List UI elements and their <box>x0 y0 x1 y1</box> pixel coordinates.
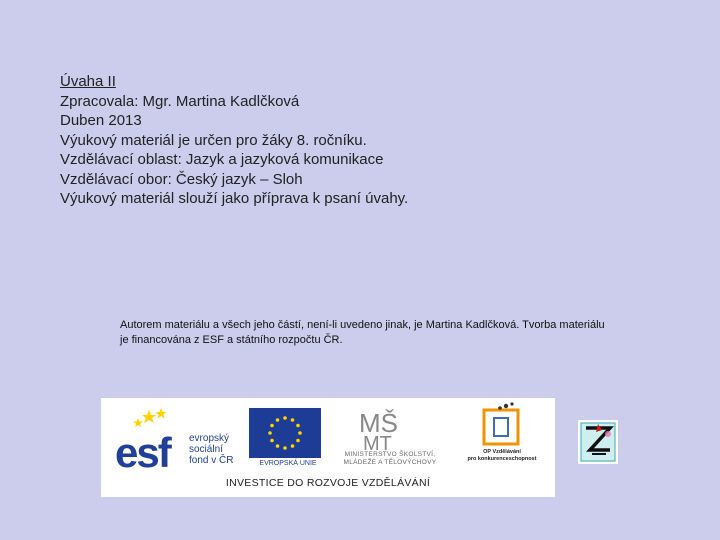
msmt-label-line: MINISTERSTVO ŠKOLSTVÍ, <box>344 451 436 458</box>
eu-star-icon <box>268 431 272 435</box>
purpose-line: Výukový materiál slouží jako příprava k psaní úvahy. <box>60 190 409 207</box>
op-logo <box>484 402 518 444</box>
op-label-line: OP Vzdělávání <box>483 449 521 455</box>
eu-flag-icon <box>249 408 321 458</box>
eu-star-icon <box>276 418 280 422</box>
eu-star-icon <box>283 416 287 420</box>
eu-star-icon <box>291 444 295 448</box>
esf-mark: esf <box>115 429 170 476</box>
msmt-mark-bottom: MT <box>363 433 392 455</box>
school-logo-icon <box>578 420 618 464</box>
author-note: Autorem materiálu a všech jeho částí, není-li uvedeno jinak, je Martina Kadlčková. Tvorba materiálu je financována z ESF a státního rozpočtu ČR. <box>120 319 605 346</box>
esf-label-line: evropský <box>189 433 230 444</box>
funding-logo-strip <box>101 398 555 497</box>
document-info <box>60 72 660 209</box>
author-line: Zpracovala: Mgr. Martina Kadlčková <box>60 92 300 110</box>
document-title: Úvaha II <box>60 73 116 90</box>
eu-star-icon <box>270 439 274 443</box>
msmt-label-line: MLÁDEŽE A TĚLOVÝCHOVY <box>343 459 437 466</box>
eu-star-icon <box>270 424 274 428</box>
msmt-label <box>326 451 454 467</box>
op-label-line: pro konkurenceschopnost <box>467 456 537 462</box>
eu-label: EVROPSKÁ UNIE <box>259 460 317 467</box>
msmt-logo <box>359 408 398 455</box>
esf-label <box>189 433 233 466</box>
eu-star-icon <box>276 444 280 448</box>
funding-caption: INVESTICE DO ROZVOJE VZDĚLÁVÁNÍ <box>225 477 431 489</box>
op-label <box>457 449 547 463</box>
area-line: Vzdělávací oblast: Jazyk a jazyková komunikace <box>60 151 384 168</box>
eu-star-icon <box>291 418 295 422</box>
msmt-mark-top: MŠ <box>359 408 398 438</box>
esf-logo <box>115 408 185 476</box>
date-line: Duben 2013 <box>60 112 142 129</box>
esf-label-line: sociální <box>189 444 223 455</box>
subject-line: Vzdělávací obor: Český jazyk – Sloh <box>60 170 303 188</box>
eu-star-icon <box>298 431 302 435</box>
eu-star-icon <box>283 446 287 450</box>
esf-label-line: fond v ČR <box>189 455 234 466</box>
eu-star-icon <box>296 424 300 428</box>
eu-star-icon <box>296 439 300 443</box>
audience-line: Výukový materiál je určen pro žáky 8. ročníku. <box>60 131 367 149</box>
